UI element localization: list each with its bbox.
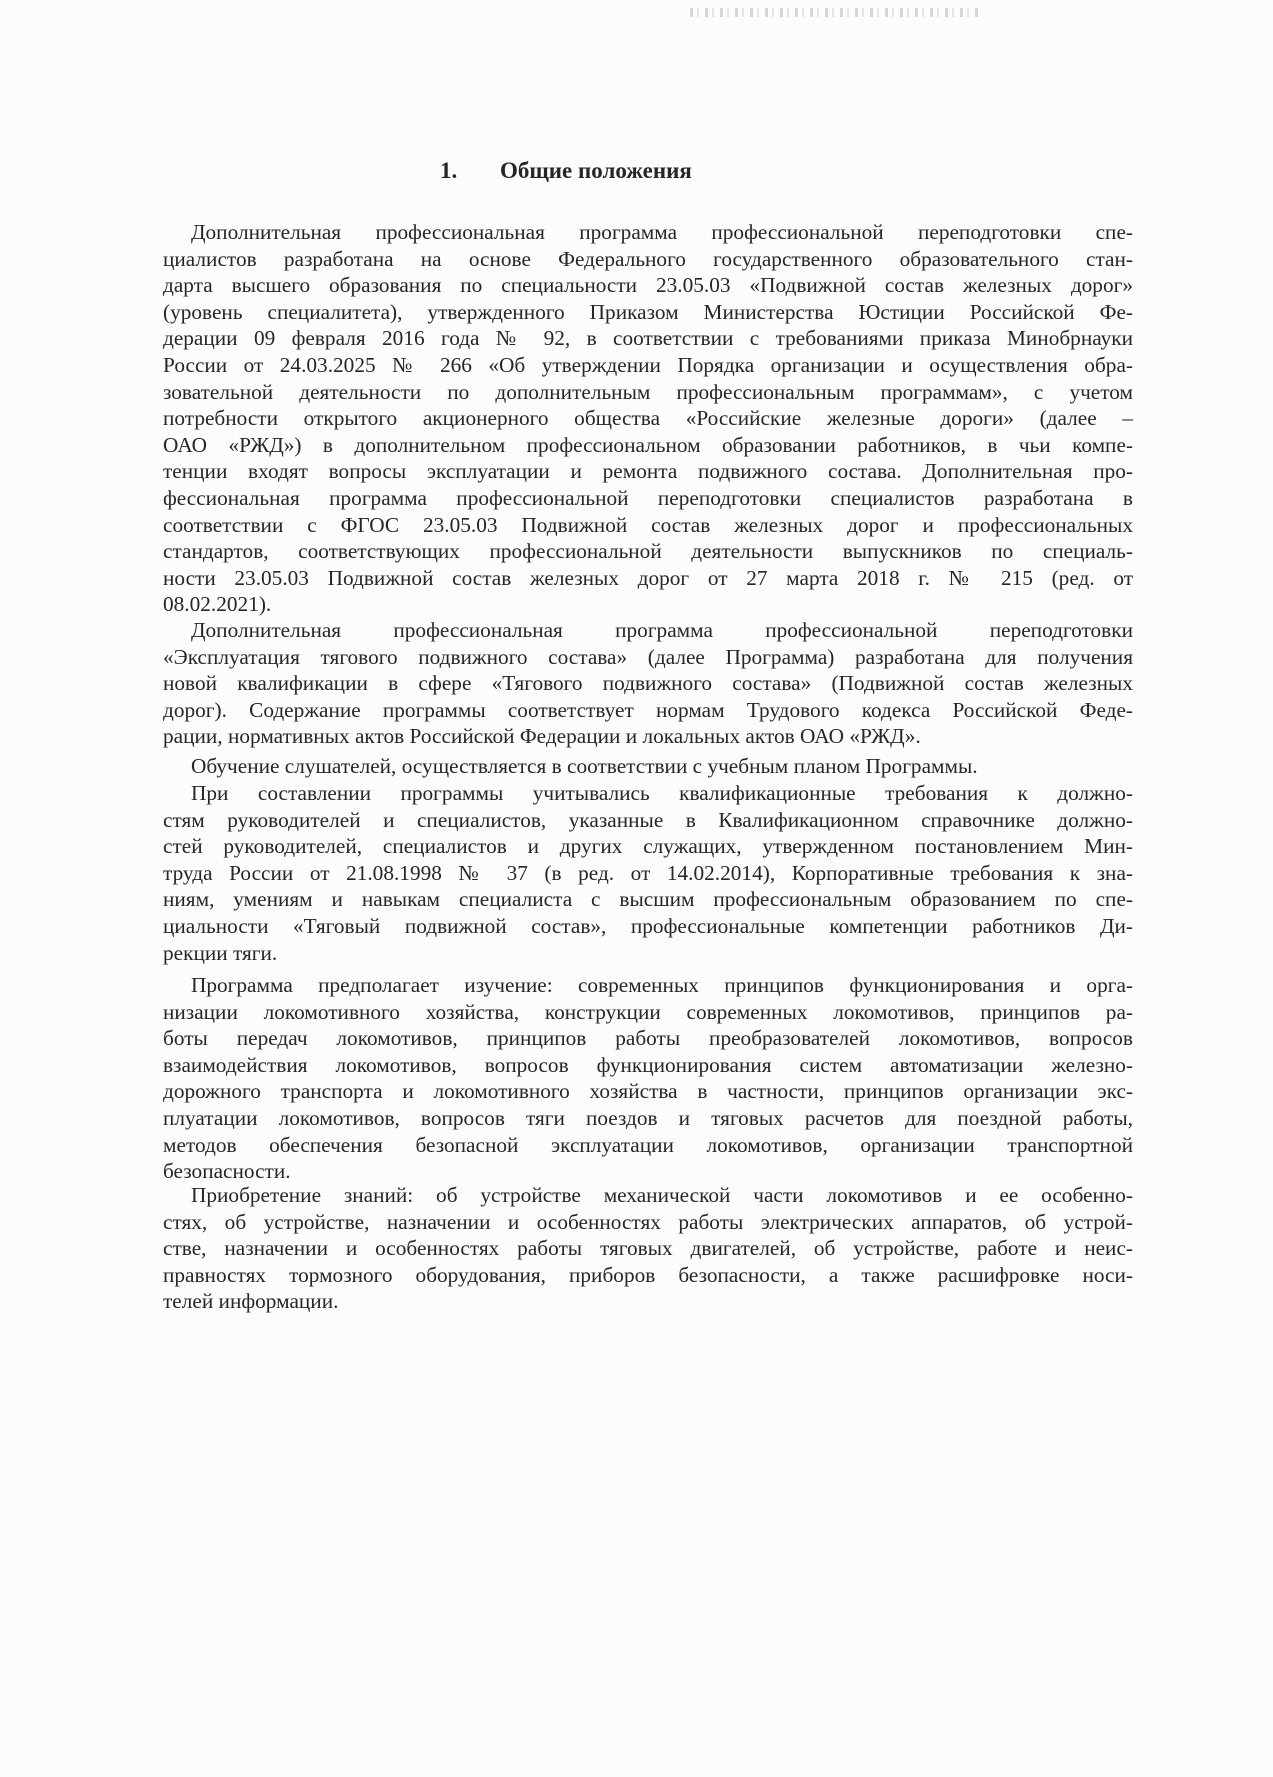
text-line: телей информации. bbox=[163, 1289, 339, 1314]
text-line: ниям, умениям и навыкам специалиста с высшим профессиональным образованием по спе- bbox=[163, 887, 1133, 912]
paragraph-program-basis bbox=[163, 219, 1133, 618]
text-line: рекции тяги. bbox=[163, 940, 278, 965]
text-line: стве, назначении и особенностях работы тяговых двигателей, об устройстве, работе и неис- bbox=[163, 1236, 1133, 1261]
text-line: соответствии с ФГОС 23.05.03 Подвижной состав железных дорог и профессиональных bbox=[163, 512, 1133, 537]
paragraph-study-topics bbox=[163, 972, 1133, 1185]
text-line: рации, нормативных актов Российской Федерации и локальных актов ОАО «РЖД». bbox=[163, 724, 921, 749]
text-line: правностях тормозного оборудования, приборов безопасности, а также расшифровке носи- bbox=[163, 1262, 1133, 1287]
paragraph-program-purpose bbox=[163, 617, 1133, 750]
text-line: новой квалификации в сфере «Тягового подвижного состава» (Подвижной состав железных bbox=[163, 671, 1133, 696]
section-title: Общие положения bbox=[500, 158, 692, 183]
text-line: плуатации локомотивов, вопросов тяги поездов и тяговых расчетов для поездной работы, bbox=[163, 1105, 1133, 1130]
text-line: При составлении программы учитывались квалификационные требования к должно- bbox=[191, 781, 1133, 805]
text-line: взаимодействия локомотивов, вопросов функционирования систем автоматизации железно- bbox=[163, 1052, 1133, 1077]
text-line: стей руководителей, специалистов и других служащих, утвержденном постановлением Мин- bbox=[163, 834, 1133, 859]
text-line: 08.02.2021). bbox=[163, 592, 272, 617]
text-line: методов обеспечения безопасной эксплуатации локомотивов, организации транспортной bbox=[163, 1132, 1133, 1157]
section-number: 1. bbox=[440, 158, 458, 183]
text-line: Дополнительная профессиональная программа профессиональной переподготовки спе- bbox=[191, 220, 1133, 244]
text-line: фессиональная программа профессиональной переподготовки специалистов разработана в bbox=[163, 485, 1133, 510]
text-line: труда России от 21.08.1998 № 37 (в ред. от 14.02.2014), Корпоративные требования к зна- bbox=[163, 860, 1133, 885]
text-line: Дополнительная профессиональная программа профессиональной переподготовки bbox=[191, 618, 1133, 642]
text-line: ОАО «РЖД») в дополнительном профессиональном образовании работников, в чьи компе- bbox=[163, 432, 1133, 457]
text-line: стям руководителей и специалистов, указанные в Квалификационном справочнике должно- bbox=[163, 807, 1133, 832]
scan-artifact bbox=[690, 8, 980, 17]
text-line: Программа предполагает изучение: современных принципов функционирования и орга- bbox=[191, 973, 1133, 997]
text-line: дерации 09 февраля 2016 года № 92, в соответствии с требованиями приказа Минобрнауки bbox=[163, 326, 1133, 351]
text-line: зовательной деятельности по дополнительным профессиональным программам», с учетом bbox=[163, 379, 1133, 404]
text-line: Приобретение знаний: об устройстве механической части локомотивов и ее особенно- bbox=[191, 1183, 1133, 1207]
text-line: дарта высшего образования по специальности 23.05.03 «Подвижной состав железных дорог» bbox=[163, 273, 1133, 298]
text-line: России от 24.03.2025 № 266 «Об утверждении Порядка организации и осуществления обра- bbox=[163, 352, 1133, 377]
paragraph-qualification-requirements bbox=[163, 780, 1133, 966]
text-line: безопасности. bbox=[163, 1159, 291, 1184]
text-line: потребности открытого акционерного общества «Российские железные дороги» (далее – bbox=[163, 406, 1133, 431]
text-line: «Эксплуатация тягового подвижного состава» (далее Программа) разработана для получения bbox=[163, 644, 1133, 669]
text-line: боты передач локомотивов, принципов работы преобразователей локомотивов, вопросов bbox=[163, 1026, 1133, 1051]
text-line: стях, об устройстве, назначении и особенностях работы электрических аппаратов, об устрой- bbox=[163, 1209, 1133, 1234]
paragraph-knowledge bbox=[163, 1182, 1133, 1315]
text-line: циальности «Тяговый подвижной состав», профессиональные компетенции работников Ди- bbox=[163, 913, 1133, 938]
text-line: ности 23.05.03 Подвижной состав железных дорог от 27 марта 2018 г. № 215 (ред. от bbox=[163, 565, 1133, 590]
text-line: дорожного транспорта и локомотивного хозяйства в частности, принципов организации экс- bbox=[163, 1079, 1133, 1104]
text-line: циалистов разработана на основе Федерального государственного образовательного стан- bbox=[163, 246, 1133, 271]
text-line: стандартов, соответствующих профессиональной деятельности выпускников по специаль- bbox=[163, 539, 1133, 564]
text-line: Обучение слушателей, осуществляется в соответствии с учебным планом Программы. bbox=[191, 754, 978, 778]
text-line: (уровень специалитета), утвержденного Приказом Министерства Юстиции Российской Фе- bbox=[163, 299, 1133, 324]
text-line: тенции входят вопросы эксплуатации и ремонта подвижного состава. Дополнительная про- bbox=[163, 459, 1133, 484]
paragraph-training bbox=[163, 753, 1133, 780]
text-line: дорог). Содержание программы соответствует нормам Трудового кодекса Российской Феде- bbox=[163, 697, 1133, 722]
text-line: низации локомотивного хозяйства, конструкции современных локомотивов, принципов ра- bbox=[163, 999, 1133, 1024]
